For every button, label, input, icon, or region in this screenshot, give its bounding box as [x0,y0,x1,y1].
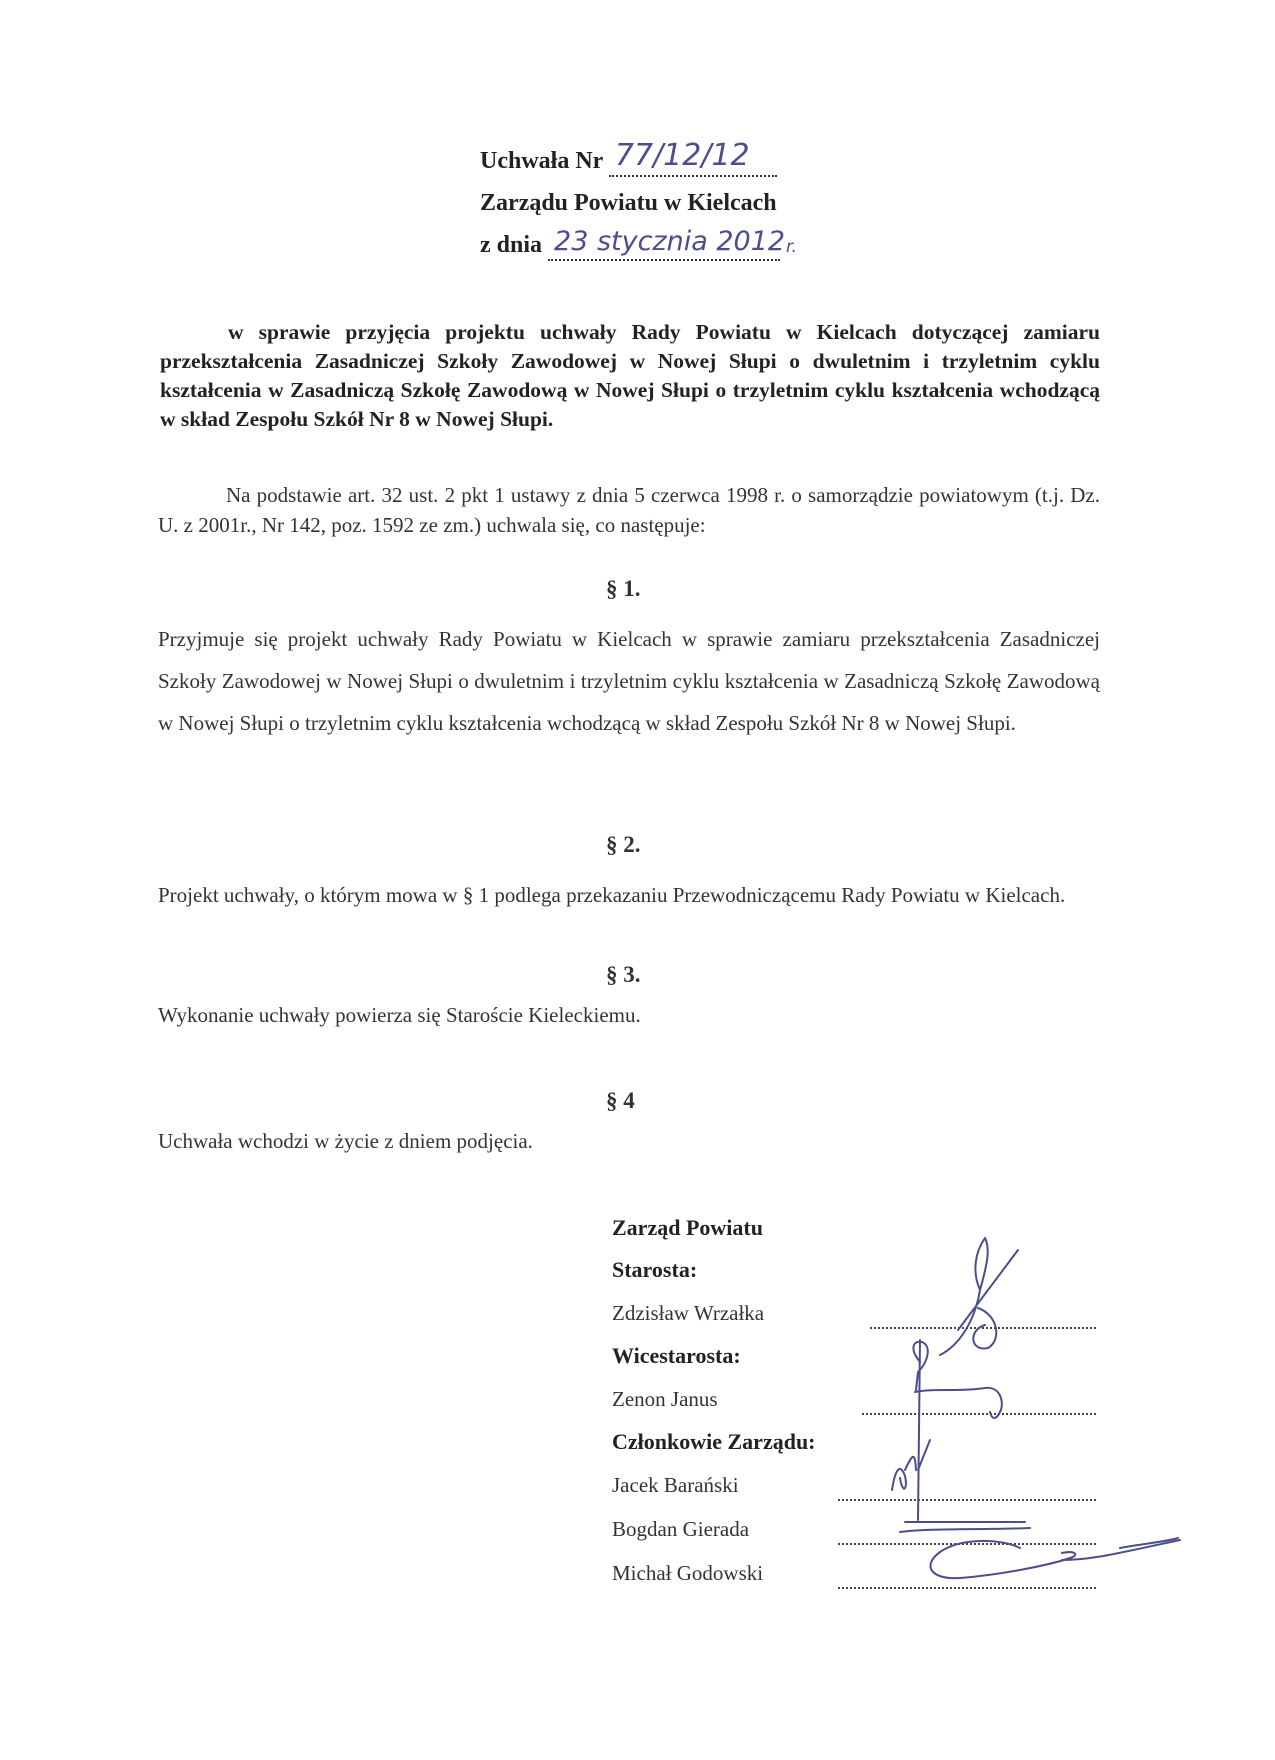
resolution-title-prefix: Uchwała Nr [480,148,603,174]
paragraph-1-title: § 1. [606,576,641,601]
member-name: Jacek Barański [612,1473,739,1497]
member-name: Bogdan Gierada [612,1517,750,1541]
paragraph-2-text: Projekt uchwały, o którym mowa w § 1 podlega przekazaniu Przewodniczącemu Rady Powiatu w Kielcach. [158,883,1066,907]
resolution-subject [160,318,1100,434]
starosta-signature-line [870,1327,1096,1329]
member-name: Michał Godowski [612,1561,764,1585]
starosta-name: Zdzisław Wrzałka [612,1301,765,1325]
vice-row [612,1387,1212,1427]
paragraph-4-title: § 4 [606,1088,635,1113]
vice-signature-line [862,1413,1096,1415]
paragraph-3-text: Wykonanie uchwały powierza się Staroście Kieleckiemu. [158,1003,641,1027]
starosta-row [612,1301,1212,1341]
issuer-line [480,190,777,217]
board-heading: Zarząd Powiatu [612,1215,763,1240]
resolution-number-field [609,138,777,177]
date-prefix: z dnia [480,232,543,258]
legal-basis-text: Na podstawie art. 32 ust. 2 pkt 1 ustawy z dnia 5 czerwca 1998 r. o samorządzie powiatowym (t.j. Dz. U. z 2001r., Nr 142, poz. 1592 ze zm.) uchwala się, co następuje: [158,483,1100,537]
paragraph-2-title: § 2. [606,832,641,857]
starosta-heading: Starosta: [612,1257,698,1282]
member-signature-line [838,1543,1096,1545]
member-signature-line [838,1499,1096,1501]
member-signature-line [838,1587,1096,1589]
issuer: Zarządu Powiatu w Kielcach [480,190,777,216]
date-line [480,226,797,261]
date-field [548,226,786,261]
subject-text: w sprawie przyjęcia projektu uchwały Rady Powiatu w Kielcach dotyczącej zamiaru przekształcenia Zasadniczej Szkoły Zawodowej w Nowej Słupi o dwuletnim i trzyletnim cyklu kształcenia w Zasadniczą Szkołę Zawodową w Nowej Słupi o trzyletnim cyklu kształcenia wchodzącą w skład Zespołu Szkół Nr 8 w Nowej Słupi. [160,320,1100,431]
legal-basis [158,480,1100,540]
paragraph-3-title: § 3. [606,962,641,987]
vice-heading: Wicestarosta: [612,1343,741,1368]
member-row [612,1517,1212,1557]
date-handwritten: 23 stycznia 2012 [554,226,786,257]
vice-name: Zenon Janus [612,1387,718,1411]
resolution-number-line [480,138,777,177]
member-row [612,1561,1212,1601]
member-row [612,1473,1212,1513]
members-heading: Członkowie Zarządu: [612,1429,816,1454]
resolution-number-handwritten: 77/12/12 [614,138,750,173]
paragraph-4-text: Uchwała wchodzi w życie z dniem podjęcia. [158,1129,533,1153]
date-suffix-handwritten: r. [786,237,797,257]
paragraph-1-text: Przyjmuje się projekt uchwały Rady Powiatu w Kielcach w sprawie zamiaru przekształcenia Zasadniczej Szkoły Zawodowej w Nowej Słupi o dwuletnim i trzyletnim cyklu kształcenia w Zasadniczą Szkołę Zawodową w Nowej Słupi o trzyletnim cyklu kształcenia wchodzącą w skład Zespołu Szkół Nr 8 w Nowej Słupi. [158,627,1100,735]
